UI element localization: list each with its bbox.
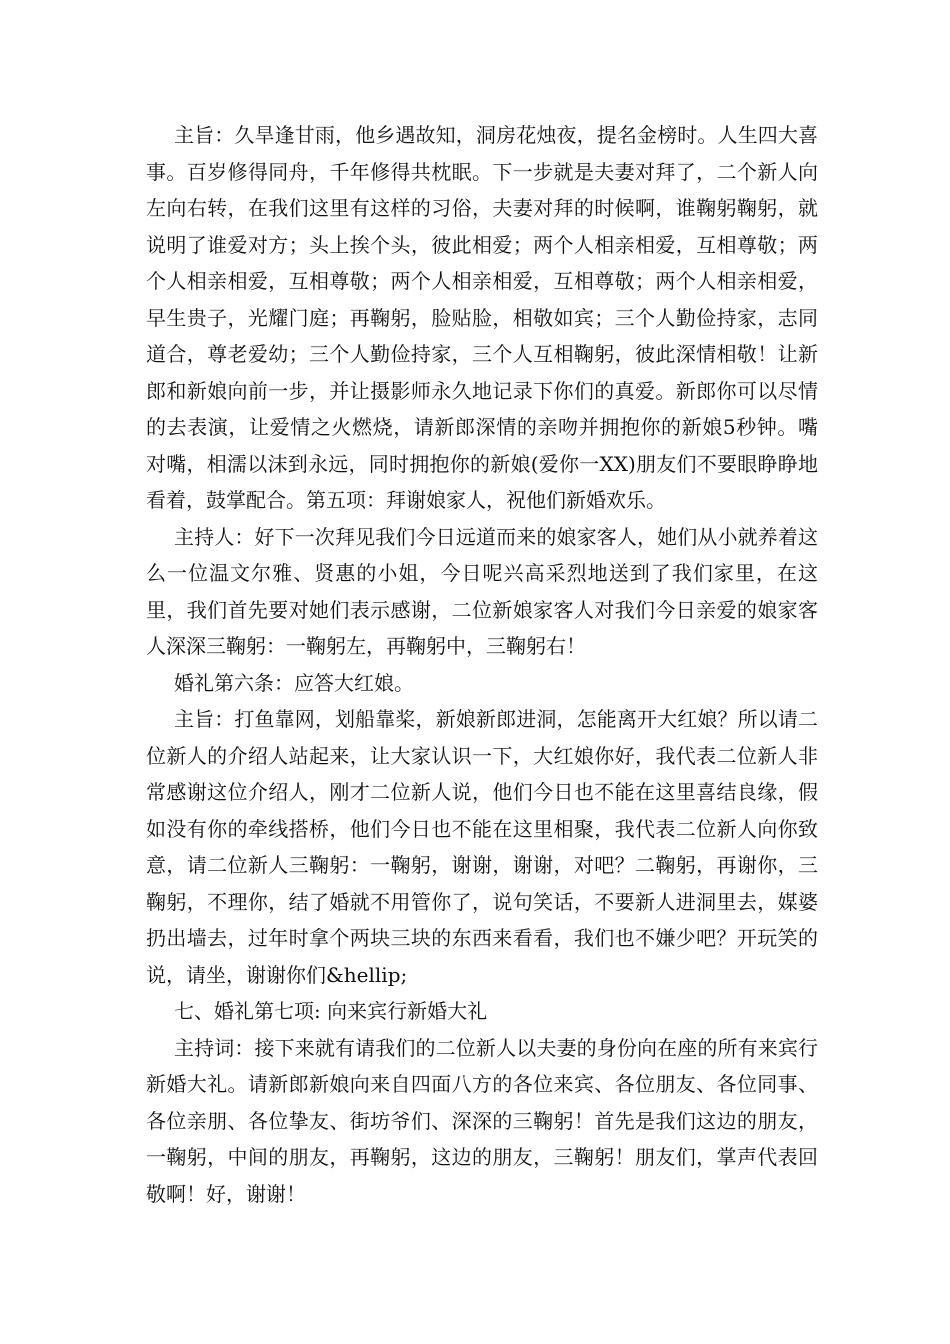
- paragraph-item-six-heading: 婚礼第六条：应答大红娘。: [174, 670, 414, 695]
- paragraph-guests-bow: 主持词：接下来就有请我们的二位新人以夫妻的身份向在座的所有来宾行新婚大礼。请新郎新娘向来自四面八方的各位来宾、各位朋友、各位同事、各位亲朋、各位挚友、街坊爷们、深深的三鞠躬！首先是我们这边的朋友，一鞠躬，中间的朋友，再鞠躬，这边的朋友，三鞠躬！朋友们，掌声代表回敬啊！好，谢谢！: [146, 1035, 818, 1206]
- paragraph-item-seven-heading: 七、婚礼第七项: 向来宾行新婚大礼: [174, 999, 488, 1023]
- paragraph-matchmaker: 主旨：打鱼靠网，划船靠桨，新娘新郎进洞，怎能离开大红娘？所以请二位新人的介绍人站起来，让大家认识一下，大红娘你好，我代表二位新人非常感谢这位介绍人，刚才二位新人说，他们今日也不能在这里喜结良缘，假如没有你的牵线搭桥，他们今日也不能在这里相聚，我代表二位新人向你致意，请二位新人三鞠躬：一鞠躬，谢谢，谢谢，对吧？二鞠躬，再谢你，三鞠躬，不理你，结了婚就不用管你了，说句笑话，不要新人进洞里去，媒婆扔出墙去，过年时拿个两块三块的东西来看看，我们也不嫌少吧？开玩笑的说，请坐，谢谢你们&hellip;: [146, 707, 818, 987]
- document-body: [146, 117, 818, 1212]
- paragraph-vows-bow: 主旨：久旱逢甘雨，他乡遇故知，洞房花烛夜，提名金榜时。人生四大喜事。百岁修得同舟，千年修得共枕眠。下一步就是夫妻对拜了，二个新人向左向右转，在我们这里有这样的习俗，夫妻对拜的时候啊，谁鞠躬鞠躬，就说明了谁爱对方；头上挨个头，彼此相爱；两个人相亲相爱，互相尊敬；两个人相亲相爱，互相尊敬；两个人相亲相爱，互相尊敬；两个人相亲相爱，早生贵子，光耀门庭；再鞠躬，脸贴脸，相敬如宾；三个人勤俭持家，志同道合，尊老爱幼；三个人勤俭持家，三个人互相鞠躬，彼此深情相敬！让新郎和新娘向前一步，并让摄影师永久地记录下你们的真爱。新郎你可以尽情的去表演，让爱情之火燃烧，请新郎深情的亲吻并拥抱你的新娘5秒钟。嘴对嘴，相濡以沫到永远，同时拥抱你的新娘(爱你一XX)朋友们不要眼睁睁地看着，鼓掌配合。第五项：拜谢娘家人，祝他们新婚欢乐。: [146, 123, 818, 512]
- paragraph-bride-family: 主持人：好下一次拜见我们今日远道而来的娘家客人，她们从小就养着这么一位温文尔雅、贤惠的小姐，今日呢兴高采烈地送到了我们家里，在这里，我们首先要对她们表示感谢，二位新娘家客人对我们今日亲爱的娘家客人深深三鞠躬：一鞠躬左，再鞠躬中，三鞠躬右！: [146, 524, 818, 658]
